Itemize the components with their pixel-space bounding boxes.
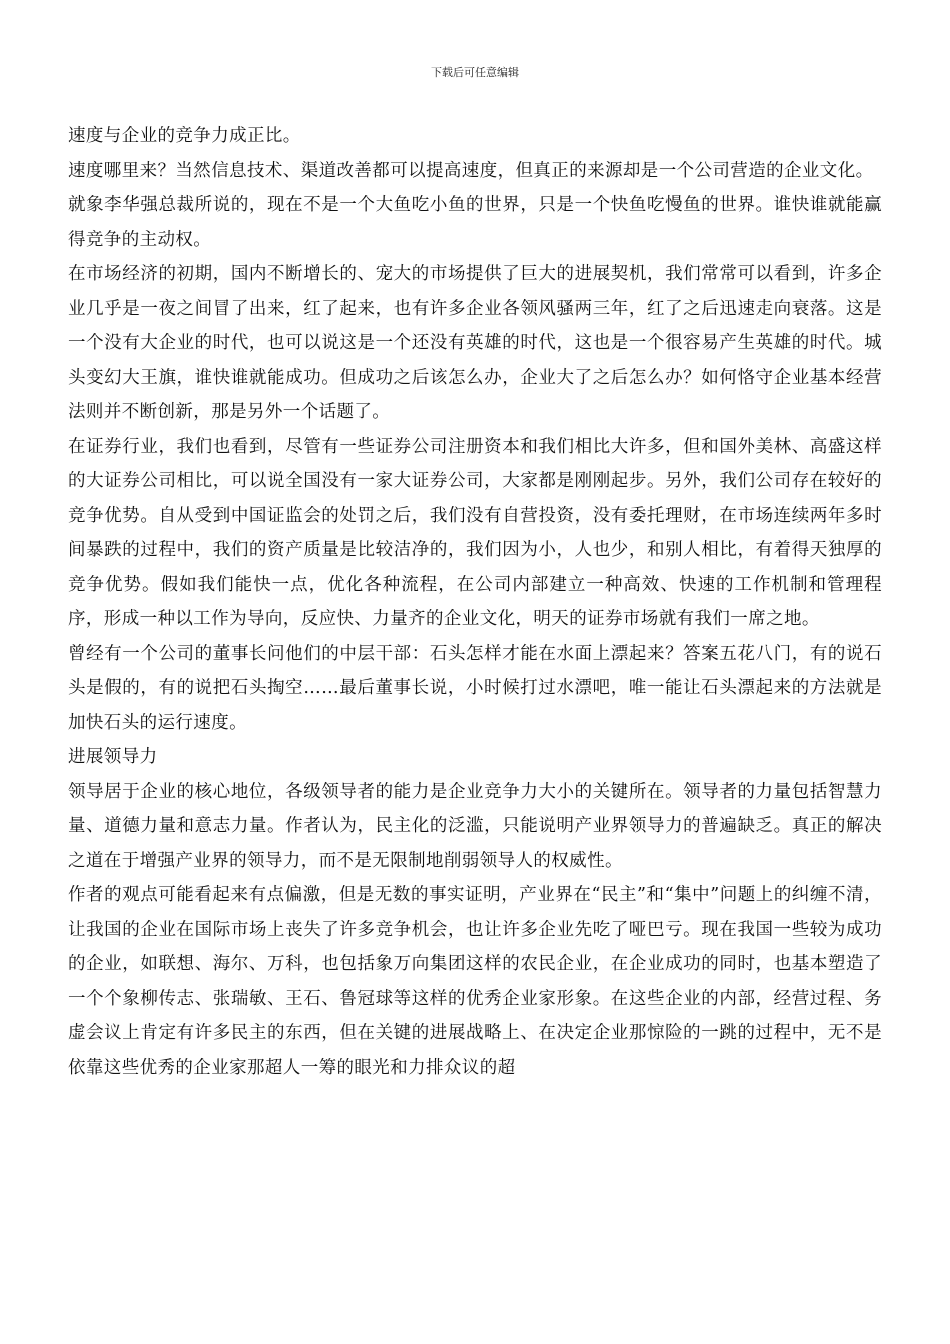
paragraph-leadership-core: 领导居于企业的核心地位，各级领导者的能力是企业竞争力大小的关键所在。领导者的力量包括智慧力量、道德力量和意志力量。作者认为，民主化的泛滥，只能说明产业界领导力的普遍缺乏。真正的解决之道在于增强产业界的领导力，而不是无限制地削弱领导人的权威性。 [68,781,882,871]
section-heading-leadership: 进展领导力 [68,747,158,767]
page-header: 下载后可任意编辑 [431,66,519,79]
paragraph-speed-source: 速度哪里来？当然信息技术、渠道改善都可以提高速度，但真正的来源却是一个公司营造的企业文化。 [68,160,874,181]
paragraph-speed-proportional: 速度与企业的竞争力成正比。 [68,126,301,146]
paragraph-securities-industry: 在证券行业，我们也看到，尽管有一些证券公司注册资本和我们相比大许多，但和国外美林、高盛这样的大证券公司相比，可以说全国没有一家大证券公司，大家都是刚刚起步。另外，我们公司存在较好的竞争优势。自从受到中国证监会的处罚之后，我们没有自营投资，没有委托理财，在市场连续两年多时间暴跌的过程中，我们的资产质量是比较洁净的，我们因为小，人也少，和别人相比，有着得天独厚的竞争优势。假如我们能快一点，优化各种流程，在公司内部建立一种高效、快速的工作机制和管理程序，形成一种以工作为导向，反应快、力量齐的企业文化，明天的证券市场就有我们一席之地。 [68,436,882,629]
paragraph-author-view: 作者的观点可能看起来有点偏激，但是无数的事实证明，产业界在“民主”和“集中”问题上的纠缠不清，让我国的企业在国际市场上丧失了许多竞争机会，也让许多企业先吃了哑巴亏。现在我国一些较为成功的企业，如联想、海尔、万科，也包括象万向集团这样的农民企业，在企业成功的同时，也基本塑造了一个个象柳传志、张瑞敏、王石、鲁冠球等这样的优秀企业家形象。在这些企业的内部，经营过程、务虚会议上肯定有许多民主的东西，但在关键的进展战略上、在决定企业那惊险的一跳的过程中，无不是依靠这些优秀的企业家那超人一筹的眼光和力排众议的超 [68,885,882,1078]
paragraph-fast-fish: 就象李华强总裁所说的，现在不是一个大鱼吃小鱼的世界，只是一个快鱼吃慢鱼的世界。谁快谁就能赢得竞争的主动权。 [68,195,882,250]
paragraph-stone-float: 曾经有一个公司的董事长问他们的中层干部：石头怎样才能在水面上漂起来？答案五花八门，有的说石头是假的，有的说把石头掏空……最后董事长说，小时候打过水漂吧，唯一能让石头漂起来的方法就是加快石头的运行速度。 [68,643,882,733]
paragraph-market-economy: 在市场经济的初期，国内不断增长的、宠大的市场提供了巨大的进展契机，我们常常可以看到，许多企业几乎是一夜之间冒了出来，红了起来，也有许多企业各领风骚两三年，红了之后迅速走向衰落。这是一个没有大企业的时代，也可以说这是一个还没有英雄的时代，这也是一个很容易产生英雄的时代。城头变幻大王旗，谁快谁就能成功。但成功之后该怎么办，企业大了之后怎么办？如何恪守企业基本经营法则并不断创新，那是另外一个话题了。 [68,264,882,422]
document-body [68,119,882,1085]
